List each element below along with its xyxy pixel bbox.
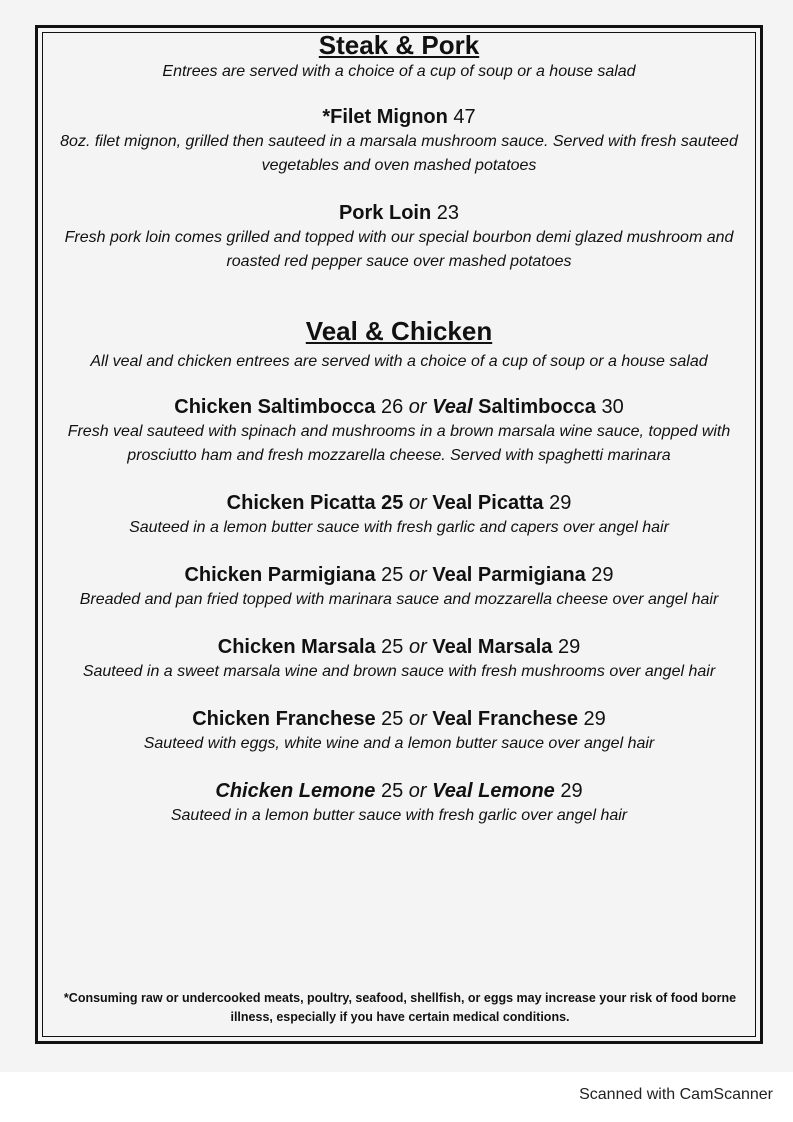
menu-item-lemone bbox=[40, 778, 758, 828]
item-name bbox=[40, 394, 758, 420]
item-name bbox=[40, 778, 758, 804]
item-title: Chicken Parmigiana bbox=[184, 564, 376, 586]
item-or: or bbox=[408, 708, 433, 730]
menu-item-franchese bbox=[40, 706, 758, 756]
item-description: Sauteed in a lemon butter sauce with fresh garlic over angel hair bbox=[170, 807, 628, 824]
item-name bbox=[40, 634, 758, 660]
menu-item-filet-mignon bbox=[40, 104, 758, 178]
item-price: 29 bbox=[585, 564, 614, 586]
item-title: Veal Lemone bbox=[432, 780, 555, 802]
item-or: or bbox=[408, 396, 433, 418]
menu-content bbox=[40, 30, 758, 828]
item-or: or bbox=[408, 636, 433, 658]
menu-item-picatta bbox=[40, 490, 758, 540]
item-price: 47 bbox=[447, 106, 476, 128]
item-description: Fresh veal sauteed with spinach and mushrooms in a brown marsala wine sauce, topped with prosciutto ham and fresh mozzarella cheese. Served with spaghetti marinara bbox=[67, 423, 731, 464]
item-title: Veal Franchese bbox=[432, 708, 578, 730]
item-title: Chicken Saltimbocca bbox=[174, 396, 376, 418]
item-title: Veal Parmigiana bbox=[432, 564, 586, 586]
item-name bbox=[40, 706, 758, 732]
item-title: *Filet Mignon bbox=[322, 106, 448, 128]
food-safety-disclaimer: *Consuming raw or undercooked meats, poultry, seafood, shellfish, or eggs may increase your risk of food borne illness, especially if you have certain medical conditions. bbox=[63, 990, 737, 1024]
item-title: Chicken Lemone bbox=[215, 780, 376, 802]
item-name bbox=[40, 104, 758, 130]
item-name bbox=[40, 200, 758, 226]
menu-item-pork-loin bbox=[40, 200, 758, 274]
item-price: 29 bbox=[543, 492, 572, 514]
item-title: Chicken Marsala bbox=[217, 636, 376, 658]
item-name bbox=[40, 562, 758, 588]
item-title: Chicken Picatta 25 bbox=[226, 492, 409, 514]
item-price: 25 bbox=[375, 564, 409, 586]
section-note: All veal and chicken entrees are served with a choice of a cup of soup or a house salad bbox=[90, 353, 708, 370]
item-title: Veal Picatta bbox=[432, 492, 544, 514]
section-note: Entrees are served with a choice of a cup of soup or a house salad bbox=[162, 63, 636, 80]
item-price: 25 bbox=[375, 708, 409, 730]
item-price: 29 bbox=[554, 780, 583, 802]
item-description: Sauteed with eggs, white wine and a lemon butter sauce over angel hair bbox=[143, 735, 655, 752]
item-title: Chicken Franchese bbox=[192, 708, 376, 730]
item-price: 29 bbox=[577, 708, 606, 730]
item-name bbox=[40, 490, 758, 516]
item-price: 30 bbox=[595, 396, 624, 418]
item-description: Fresh pork loin comes grilled and topped with our special bourbon demi glazed mushroom and roasted red pepper sauce over mashed potatoes bbox=[64, 229, 734, 270]
item-price: 25 bbox=[375, 636, 409, 658]
item-price: 23 bbox=[431, 202, 460, 224]
menu-item-marsala bbox=[40, 634, 758, 684]
item-title: Saltimbocca bbox=[472, 396, 596, 418]
item-description: Breaded and pan fried topped with marinara sauce and mozzarella cheese over angel hair bbox=[79, 591, 719, 608]
item-title: Pork Loin bbox=[338, 202, 432, 224]
item-price: 25 bbox=[375, 780, 409, 802]
item-price: 29 bbox=[552, 636, 581, 658]
menu-item-parmigiana bbox=[40, 562, 758, 612]
item-price: 26 bbox=[375, 396, 409, 418]
item-or: or bbox=[408, 780, 433, 802]
item-title: Veal bbox=[432, 396, 473, 418]
item-or: or bbox=[408, 564, 433, 586]
item-or: or bbox=[408, 492, 433, 514]
scanner-watermark: Scanned with CamScanner bbox=[579, 1086, 773, 1103]
section-title-steak-pork: Steak & Pork bbox=[318, 30, 480, 60]
item-title: Veal Marsala bbox=[432, 636, 553, 658]
item-description: Sauteed in a sweet marsala wine and brown sauce with fresh mushrooms over angel hair bbox=[82, 663, 716, 680]
menu-item-saltimbocca bbox=[40, 394, 758, 468]
item-description: 8oz. filet mignon, grilled then sauteed in a marsala mushroom sauce. Served with fresh sauteed vegetables and oven mashed potatoes bbox=[60, 133, 738, 174]
item-description: Sauteed in a lemon butter sauce with fresh garlic and capers over angel hair bbox=[129, 519, 669, 536]
section-title-veal-chicken: Veal & Chicken bbox=[305, 316, 493, 346]
